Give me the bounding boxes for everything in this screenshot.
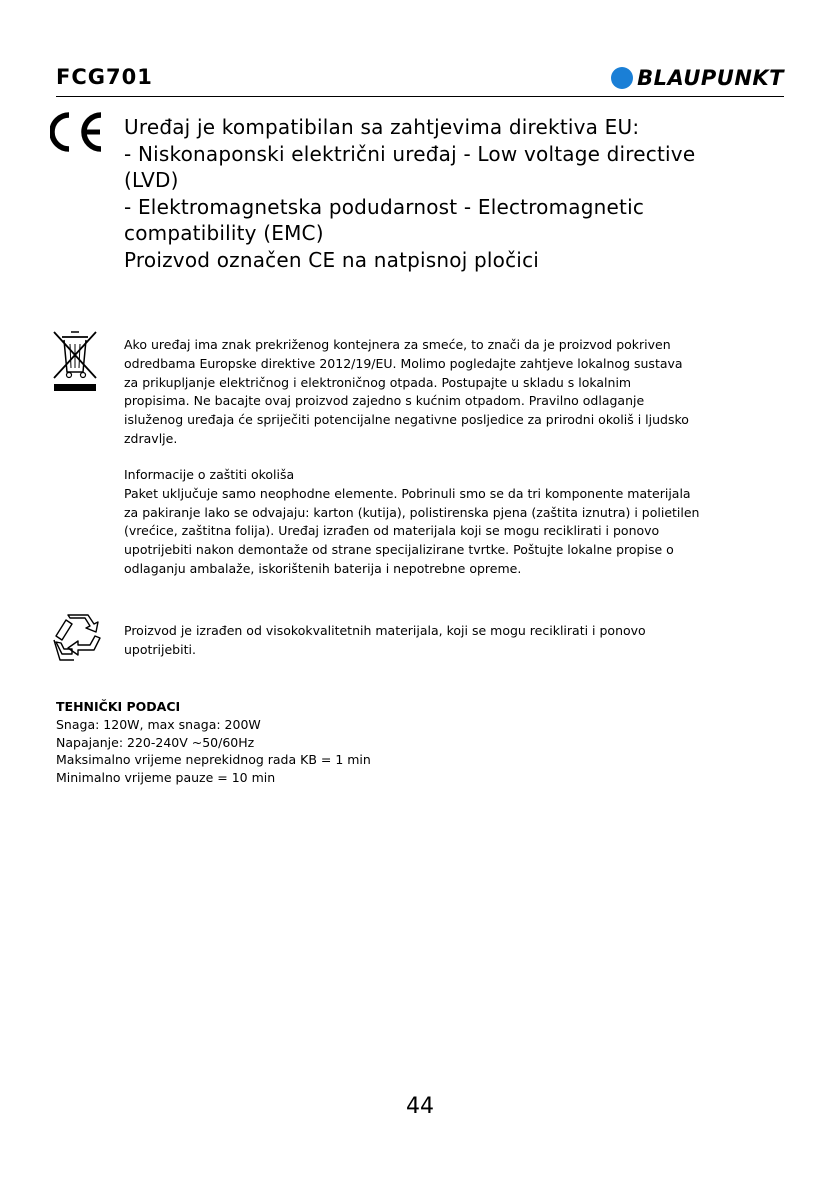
- ce-line: - Elektromagnetska podudarnost - Electromagnetic: [124, 194, 645, 219]
- ce-line: (LVD): [124, 168, 179, 192]
- environment-paragraph: [124, 466, 784, 579]
- page-header: [56, 62, 784, 97]
- weee-line: za prikupljanje električnog i elektroničnog otpada. Postupajte u skladu s lokalnim: [124, 374, 632, 390]
- model-number: FCG701: [56, 65, 153, 89]
- recycle-line: Proizvod je izrađen od visokokvalitetnih materijala, koji se mogu reciklirati i ponovo: [124, 623, 646, 638]
- crossed-bin-icon: [50, 328, 100, 394]
- recycle-line: upotrijebiti.: [124, 641, 196, 657]
- ce-line: - Niskonaponski električni uređaj - Low voltage directive: [124, 141, 696, 166]
- ce-compliance-text: [124, 114, 794, 273]
- ce-line: compatibility (EMC): [124, 221, 324, 245]
- technical-data: [56, 698, 371, 787]
- technical-line: Napajanje: 220-240V ~50/60Hz: [56, 734, 255, 750]
- technical-line: Minimalno vrijeme pauze = 10 min: [56, 770, 276, 786]
- recycle-icon: [52, 614, 104, 664]
- environment-line: upotrijebiti nakon demontaže od strane specijalizirane tvrtke. Poštujte lokalne propise o: [124, 542, 674, 558]
- brand-logo: [611, 66, 784, 90]
- weee-line: zdravlje.: [124, 430, 178, 446]
- environment-line: (vrećice, zaštitna folija). Uređaj izrađen od materijala koji se mogu reciklirati i ponovo: [124, 523, 660, 539]
- ce-line: Uređaj je kompatibilan sa zahtjevima direktiva EU:: [124, 115, 640, 139]
- technical-data-title: TEHNIČKI PODACI: [56, 699, 181, 714]
- weee-line: Ako uređaj ima znak prekriženog kontejnera za smeće, to znači da je proizvod pokriven: [124, 337, 671, 352]
- technical-line: Snaga: 120W, max snaga: 200W: [56, 716, 261, 732]
- weee-paragraph: [124, 336, 784, 449]
- weee-line: propisima. Ne bacajte ovaj proizvod zajedno s kućnim otpadom. Pravilno odlaganje: [124, 393, 645, 409]
- recycle-paragraph: [124, 622, 784, 660]
- ce-line: Proizvod označen CE na natpisnoj pločici: [124, 247, 540, 272]
- technical-line: Maksimalno vrijeme neprekidnog rada KB = 1 min: [56, 752, 371, 768]
- weee-line: odredbama Europske direktive 2012/19/EU. Molimo pogledajte zahtjeve lokalnog sustava: [124, 355, 683, 371]
- page-number: 44: [406, 1094, 434, 1119]
- environment-line: za pakiranje lako se odvajaju: karton (kutija), polistirenska pjena (zaštita iznutra) i polietilen: [124, 504, 700, 520]
- environment-heading: Informacije o zaštiti okoliša: [124, 467, 295, 482]
- ce-mark-icon: [50, 112, 112, 152]
- brand-name: BLAUPUNKT: [637, 66, 784, 90]
- environment-line: Paket uključuje samo neophodne elemente. Pobrinuli smo se da tri komponente materijala: [124, 485, 691, 501]
- brand-dot-icon: [611, 67, 633, 89]
- environment-line: odlaganju ambalaže, iskorištenih baterija i nepotrebne opreme.: [124, 560, 522, 576]
- weee-line: isluženog uređaja će spriječiti potencijalne negativne posljedice za prirodni okoliš i ljudsko: [124, 412, 689, 428]
